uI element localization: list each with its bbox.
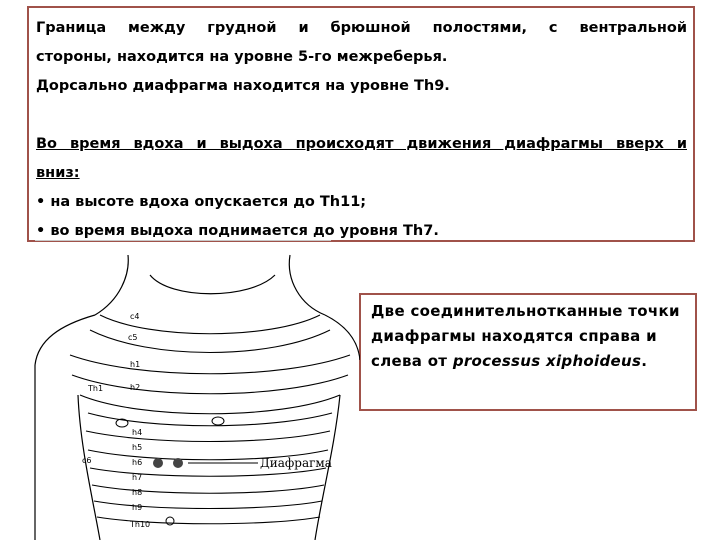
label-h1: h1 [130,360,141,369]
torso-diagram-svg [0,245,360,540]
label-th10: Th10 [130,520,151,529]
label-c4: c4 [130,312,140,321]
diaphragm-point-left [153,458,163,468]
text-line: Во время вдоха и выдоха происходят движения диафрагмы вверх и [36,136,687,152]
label-h7: h7 [132,473,143,482]
label-h5: h5 [132,443,143,452]
divider [35,240,331,241]
side-note-box [359,293,697,411]
diaphragm-points [153,458,183,468]
bullet-item: • во время выдоха поднимается до уровня Th7. [36,223,439,239]
label-h4: h4 [132,428,143,437]
bullet-text: на высоте вдоха опускается до Th11; [50,194,367,210]
text-line: стороны, находится на уровне 5-го межреберья. [36,49,448,65]
bullet-item: • на высоте вдоха опускается до Th11; [36,194,367,210]
diaphragm-text-box [27,6,695,242]
label-h8: h8 [132,488,143,497]
torso-diagram [0,245,360,540]
side-note-end: . [641,352,648,370]
text-line: Дорсально диафрагма находится на уровне Th9. [36,78,450,94]
navel-marker [166,517,174,525]
label-h9: h9 [132,503,143,512]
label-c5: c5 [128,333,138,342]
side-note-text: Две соединительнотканные точки диафрагмы находятся справа и слева от [371,302,680,370]
diaphragm-point-right [173,458,183,468]
dermatome-bands [70,315,350,524]
label-h6: h6 [132,458,143,467]
torso-outline [35,255,360,540]
label-c6: c6 [82,456,92,465]
label-h2: h2 [130,383,141,392]
bullet-text: во время выдоха поднимается до уровня Th7. [50,223,439,239]
side-note-latin: processus xiphoideus [452,352,642,370]
text-line: Граница между грудной и брюшной полостями, с вентральной [36,20,687,36]
diaphragm-caption: Диафрагма [260,456,332,470]
label-th1: Th1 [88,384,104,393]
right-nipple-marker [212,417,224,425]
text-line: вниз: [36,165,80,181]
